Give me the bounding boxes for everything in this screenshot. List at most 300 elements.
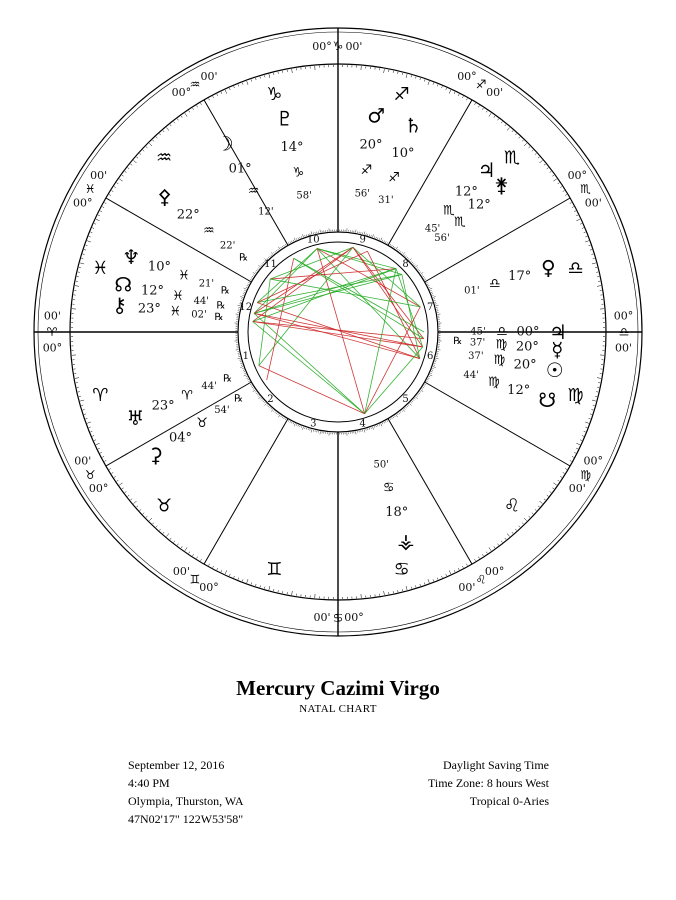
inner-tick [399, 250, 400, 251]
degree-tick [590, 414, 592, 415]
degree-tick [505, 538, 506, 540]
degree-tick [519, 137, 520, 138]
inner-tick [390, 244, 391, 245]
house-number-9: 9 [359, 234, 366, 246]
house-sign-glyph-6: ♍ [567, 385, 584, 407]
retrograde-glyph: ℞ [234, 393, 243, 405]
planet-minute: 31' [378, 194, 394, 206]
degree-tick [532, 150, 533, 151]
inner-tick [282, 246, 283, 247]
degree-tick [458, 568, 459, 570]
degree-tick [229, 88, 230, 90]
house-number-12: 12 [239, 301, 253, 313]
degree-tick [406, 586, 407, 590]
planet-sign-glyph: ♉ [196, 416, 208, 432]
degree-tick [143, 150, 144, 151]
house-number-1: 1 [242, 351, 249, 363]
degree-tick [112, 191, 114, 192]
degree-tick [563, 191, 565, 192]
inner-tick [382, 240, 383, 241]
cusp-minute: 00' [486, 86, 504, 100]
degree-tick [570, 460, 572, 461]
inner-tick [278, 415, 280, 417]
degree-tick [217, 94, 218, 96]
degree-tick [558, 183, 560, 184]
degree-tick [177, 119, 178, 121]
inner-tick [399, 413, 400, 414]
retrograde-glyph: ℞ [238, 252, 248, 264]
degree-tick [242, 579, 243, 581]
degree-tick [75, 378, 79, 379]
planet-minute: 58' [296, 190, 312, 202]
inner-tick [429, 376, 430, 377]
inner-tick [278, 414, 279, 415]
inner-tick [246, 287, 247, 288]
degree-tick [98, 448, 100, 449]
inner-tick [432, 368, 433, 369]
degree-tick [269, 74, 270, 78]
cusp-sign-glyph: ♓ [84, 182, 96, 196]
inner-tick [264, 403, 266, 405]
inner-tick [261, 265, 262, 266]
inner-tick [271, 255, 272, 256]
inner-tick [271, 252, 273, 254]
house-sign-glyph-10: ♑ [266, 83, 283, 105]
inner-tick [394, 416, 395, 417]
cusp-sign-glyph: ♑ [332, 39, 344, 53]
degree-tick [136, 506, 138, 507]
inner-tick [240, 367, 243, 368]
inner-tick [377, 238, 378, 239]
inner-tick [258, 396, 259, 397]
inner-tick [433, 367, 436, 368]
inner-tick [433, 296, 436, 297]
degree-tick [200, 103, 201, 105]
inner-tick [262, 400, 263, 401]
planet-degree: 22° [176, 207, 200, 223]
inner-tick [437, 314, 440, 315]
inner-tick [407, 257, 408, 258]
inner-tick [402, 410, 403, 411]
inner-tick [255, 272, 256, 273]
inner-tick [240, 296, 243, 297]
inner-tick [244, 375, 247, 376]
planet-degree: 12° [454, 184, 478, 200]
degree-tick [538, 157, 540, 158]
inner-tick [244, 290, 245, 291]
degree-tick [507, 127, 510, 130]
inner-tick [242, 368, 243, 369]
degree-tick [131, 164, 133, 165]
planet-glyph: ☿ [551, 337, 564, 362]
inner-tick [253, 272, 255, 274]
inner-tick [412, 262, 413, 263]
degree-tick [174, 541, 175, 543]
degree-tick [255, 584, 256, 586]
planet-degree: 23° [151, 398, 175, 414]
chart-subtitle: NATAL CHART [299, 703, 377, 715]
inner-tick [244, 288, 247, 289]
degree-tick [585, 422, 589, 423]
inner-tick [394, 247, 395, 248]
degree-tick [590, 249, 592, 250]
degree-tick [570, 203, 572, 204]
degree-tick [197, 557, 198, 559]
house-number-5: 5 [402, 394, 409, 406]
inner-tick [376, 237, 377, 238]
planet-vesta [374, 460, 415, 554]
degree-tick [489, 113, 491, 116]
degree-tick [117, 183, 119, 184]
degree-tick [585, 236, 587, 237]
degree-tick [92, 436, 94, 437]
planet-glyph: ☽ [215, 131, 234, 156]
inner-tick [282, 417, 283, 418]
inner-tick [414, 398, 415, 399]
degree-tick [478, 106, 479, 108]
degree-tick [255, 78, 256, 80]
degree-tick [462, 96, 463, 98]
planet-minute: 21' [198, 278, 215, 290]
degree-tick [449, 570, 451, 574]
inner-tick [404, 255, 405, 256]
planet-degree: 12° [140, 283, 165, 299]
degree-tick [593, 258, 595, 259]
degree-tick [159, 134, 160, 135]
degree-tick [580, 223, 582, 224]
degree-tick [133, 501, 136, 504]
degree-tick [558, 480, 560, 481]
degree-tick [159, 529, 160, 530]
degree-tick [260, 585, 261, 587]
planet-degree: 00° [516, 324, 540, 340]
inner-tick [422, 388, 423, 389]
degree-tick [497, 544, 498, 546]
inner-tick [290, 421, 291, 422]
inner-tick [379, 424, 380, 425]
degree-tick [428, 579, 429, 583]
aspect-line [254, 247, 353, 313]
planet-glyph: ⚶ [397, 529, 415, 554]
degree-tick [136, 157, 138, 158]
inner-tick [311, 430, 312, 433]
inner-tick [387, 242, 388, 243]
inner-tick [419, 270, 420, 271]
inner-tick [425, 384, 426, 385]
inner-tick [257, 269, 258, 270]
degree-tick [384, 591, 385, 595]
inner-tick [385, 241, 386, 242]
degree-tick [104, 460, 106, 461]
aspect-lines [253, 247, 424, 413]
degree-tick [87, 422, 91, 423]
inner-tick [390, 419, 391, 420]
degree-tick [87, 241, 91, 242]
house-sign-glyph-8: ♏ [503, 147, 521, 169]
inner-tick [373, 427, 374, 430]
planet-minute: 50' [373, 459, 390, 471]
planet-sign-glyph: ♎ [496, 324, 508, 340]
degree-tick [437, 578, 438, 580]
inner-tick [431, 371, 432, 372]
inner-tick [298, 425, 299, 426]
house-number-6: 6 [427, 351, 434, 363]
inner-tick [278, 249, 279, 250]
aspect-line [270, 279, 420, 307]
inner-tick [300, 237, 301, 238]
degree-tick [424, 80, 425, 82]
aspect-line [259, 366, 365, 414]
planet-degree: 23° [137, 301, 161, 317]
degree-tick [584, 431, 586, 432]
inner-tick [285, 419, 286, 420]
inner-tick [379, 238, 380, 239]
inner-tick [247, 285, 248, 286]
degree-tick [486, 111, 487, 113]
degree-tick [80, 263, 84, 264]
inner-tick [258, 397, 260, 399]
inner-tick [244, 373, 245, 374]
degree-tick [128, 495, 130, 496]
inner-tick [302, 427, 303, 430]
degree-tick [213, 96, 214, 98]
degree-tick [217, 568, 218, 570]
cusp-minute: 00' [584, 196, 602, 210]
degree-tick [552, 488, 554, 489]
inner-tick [430, 373, 431, 374]
degree-tick [209, 98, 210, 100]
degree-tick [112, 472, 114, 473]
inner-tick [269, 407, 270, 408]
planet-sign-glyph: ♓ [178, 268, 190, 284]
degree-tick [104, 203, 106, 204]
inner-tick [407, 406, 408, 407]
degree-tick [474, 103, 475, 105]
degree-tick [163, 130, 164, 132]
inner-tick [373, 234, 374, 237]
cusp-degree: 00° [42, 341, 63, 355]
degree-tick [84, 414, 86, 415]
planet-glyph: ☋ [538, 387, 557, 412]
degree-tick [247, 579, 248, 583]
inner-tick [431, 292, 432, 293]
degree-tick [454, 92, 455, 94]
planet-minute: 44' [463, 369, 479, 381]
degree-tick [109, 468, 111, 469]
inner-tick [396, 415, 398, 417]
cusp-degree: 00° [457, 70, 477, 84]
inner-tick [376, 426, 377, 427]
inner-tick [252, 276, 253, 277]
planet-minute: 37' [469, 337, 486, 349]
degree-tick [251, 583, 252, 585]
degree-tick [242, 83, 243, 85]
inner-tick [284, 245, 285, 246]
inner-tick [268, 406, 269, 407]
inner-tick [246, 376, 247, 377]
retrograde-glyph: ℞ [220, 285, 230, 297]
degree-tick [482, 554, 483, 556]
inner-tick [432, 294, 433, 295]
inner-tick [392, 418, 393, 419]
inner-tick [273, 252, 274, 253]
house-number-11: 11 [264, 258, 277, 270]
planet-minute: 37' [468, 350, 484, 362]
degree-tick [489, 547, 491, 550]
degree-tick [119, 483, 122, 485]
inner-tick [403, 409, 405, 411]
cusp-minute: 00' [172, 564, 190, 578]
cusp-minute: 00' [313, 611, 331, 625]
degree-tick [140, 153, 141, 154]
degree-tick [84, 249, 86, 250]
planet-minute: 44' [201, 381, 217, 393]
degree-tick [529, 516, 530, 517]
house-number-7: 7 [427, 301, 434, 313]
degree-tick [522, 523, 523, 524]
degree-tick [140, 509, 141, 510]
planet-glyph: ♄ [404, 113, 423, 138]
degree-tick [591, 409, 593, 410]
inner-tick [268, 257, 269, 258]
birth-time: 4:40 PM [128, 776, 170, 790]
degree-tick [149, 518, 152, 521]
inner-tick [425, 279, 426, 280]
planet-sign-glyph: ♑ [292, 165, 305, 181]
inner-tick [284, 418, 285, 419]
degree-tick [428, 81, 429, 85]
inner-tick [426, 282, 427, 283]
degree-tick [574, 452, 576, 453]
cusp-label-house-5 [458, 565, 504, 594]
inner-tick [422, 275, 423, 276]
inner-tick [428, 285, 429, 286]
degree-tick [494, 546, 495, 548]
planet-degree: 17° [508, 268, 532, 284]
planet-degree: 12° [507, 383, 531, 399]
inner-tick [261, 398, 262, 399]
inner-tick [244, 371, 245, 372]
degree-tick [550, 491, 552, 492]
inner-tick [253, 388, 254, 389]
planet-glyph: ☊ [114, 272, 133, 297]
inner-tick [420, 391, 421, 392]
degree-tick [109, 194, 111, 195]
degree-tick [582, 436, 584, 437]
inner-tick [296, 238, 297, 239]
degree-tick [482, 108, 483, 110]
inner-tick [356, 431, 357, 434]
degree-tick [585, 427, 587, 428]
inner-tick [423, 387, 424, 388]
degree-tick [247, 81, 248, 85]
degree-tick [535, 509, 536, 510]
inner-tick [320, 230, 321, 233]
planet-sign-glyph: ♋ [382, 480, 395, 496]
retrograde-glyph: ℞ [453, 335, 463, 347]
planet-sun [468, 351, 563, 382]
degree-tick [131, 499, 133, 500]
inner-tick [423, 276, 424, 277]
inner-tick [256, 393, 257, 394]
degree-tick [384, 69, 385, 73]
degree-tick [75, 286, 79, 287]
planet-minute: 56' [434, 232, 450, 244]
cusp-degree: 00° [567, 168, 588, 182]
degree-tick [200, 559, 201, 561]
degree-tick [437, 84, 438, 86]
inner-tick [397, 249, 398, 250]
planet-minute: 54' [214, 404, 230, 416]
planet-sign-glyph: ♒ [247, 183, 260, 199]
degree-tick [582, 228, 584, 229]
retrograde-glyph: ℞ [216, 300, 226, 312]
inner-tick [415, 265, 417, 267]
inner-tick [247, 284, 248, 285]
inner-tick [377, 425, 378, 426]
planet-glyph: ⚵ [494, 172, 509, 197]
degree-tick [146, 516, 147, 517]
inner-tick [426, 381, 427, 382]
birth-date: September 12, 2016 [128, 758, 225, 772]
cusp-degree: 00° [312, 39, 332, 53]
inner-tick [293, 423, 294, 424]
degree-tick [221, 92, 222, 94]
degree-tick [153, 523, 154, 524]
cusp-minute: 00' [43, 309, 61, 323]
degree-tick [522, 140, 523, 141]
aspect-line [267, 258, 294, 380]
degree-tick [589, 245, 591, 246]
inner-tick [276, 250, 277, 251]
inner-tick [415, 397, 417, 399]
degree-tick [539, 501, 542, 504]
degree-tick [552, 175, 554, 176]
degree-tick [94, 440, 96, 441]
inner-tick [387, 420, 388, 421]
planet-minute: 22' [219, 240, 236, 252]
inner-tick [421, 390, 423, 392]
cusp-degree: 00° [484, 564, 505, 578]
degree-tick [102, 207, 104, 208]
inner-tick [436, 358, 439, 359]
degree-tick [292, 591, 293, 595]
cusp-sign-glyph: ♍ [580, 468, 592, 482]
inner-tick [271, 409, 273, 411]
inner-tick [243, 294, 244, 295]
degree-tick [143, 513, 144, 514]
planet-sign-glyph: ♒ [202, 223, 215, 239]
degree-tick [512, 532, 513, 534]
inner-tick [403, 252, 405, 254]
inner-tick [276, 413, 277, 414]
degree-tick [119, 179, 122, 181]
inner-tick [400, 412, 401, 413]
inner-tick [396, 247, 398, 249]
planet-degree: 18° [385, 505, 409, 521]
cusp-sign-glyph: ♋ [332, 611, 344, 625]
planet-positions [112, 103, 567, 553]
degree-tick [462, 566, 463, 568]
degree-tick [86, 245, 88, 246]
degree-tick [494, 116, 495, 118]
inner-tick [393, 417, 394, 418]
planet-degree: 01° [228, 161, 252, 177]
inner-tick [413, 263, 414, 264]
degree-tick [565, 468, 567, 469]
degree-tick [574, 211, 576, 212]
cusp-label-house-4 [314, 611, 364, 625]
